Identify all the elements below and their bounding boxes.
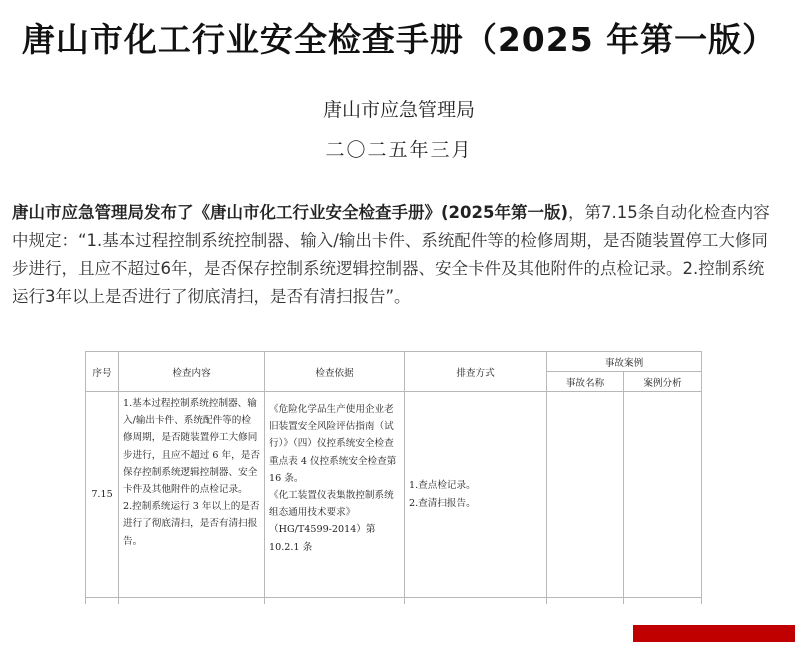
row-case-name — [547, 392, 624, 598]
basis-item: 《化工装置仪表集散控制系统组态通用技术要求》（HG/T4599-2014）第 10.2.1 条 — [269, 490, 394, 553]
continuation-cell — [265, 598, 405, 604]
continuation-cell — [547, 598, 624, 604]
row-content — [119, 392, 265, 598]
publish-date: 二〇二五年三月 — [325, 139, 473, 161]
intro-body: ，第7.15条自动化检查内容中规定：“1.基本过程控制系统控制器、输入/输出卡件、系统配件等的检修周期，是否随装置停工大修同步进行，且应不超过6年，是否保存控制系统逻辑控制器、安全卡件及其他附件的点检记录。2.控制系统运行3年以上是否进行了彻底清扫，是否有清扫报告”。 — [12, 203, 770, 306]
document-title: 唐山市化工行业安全检查手册（2025 年第一版） — [21, 20, 777, 59]
header-case-analysis: 案例分析 — [624, 372, 702, 392]
continuation-cell — [119, 598, 265, 604]
header-method: 排查方式 — [405, 352, 547, 392]
header-basis: 检查依据 — [265, 352, 405, 392]
header-case-name: 事故名称 — [547, 372, 624, 392]
header-cases: 事故案例 — [547, 352, 702, 372]
row-no: 7.15 — [86, 392, 119, 598]
row-basis — [265, 392, 405, 598]
method-item: 2.查清扫报告。 — [409, 497, 476, 509]
header-content: 检查内容 — [119, 352, 265, 392]
intro-paragraph — [12, 199, 780, 311]
content-item: 2.控制系统运行 3 年以上的是否进行了彻底清扫，是否有清扫报告。 — [123, 501, 260, 547]
inspection-table — [85, 351, 702, 604]
basis-item: 《危险化学品生产使用企业老旧装置安全风险评估指南（试行）》（四）仪控系统安全检查重点表 4 仪控系统安全检查第 16 条。 — [269, 404, 397, 484]
row-method — [405, 392, 547, 598]
issuer-name: 唐山市应急管理局 — [322, 99, 475, 121]
continuation-cell — [405, 598, 547, 604]
row-case-analysis — [624, 392, 702, 598]
method-item: 1.查点检记录。 — [409, 480, 476, 492]
accent-bar — [633, 625, 795, 642]
table-row — [86, 392, 702, 598]
continuation-cell — [86, 598, 119, 604]
header-no: 序号 — [86, 352, 119, 392]
content-item: 1.基本过程控制系统控制器、输入/输出卡件、系统配件等的检修周期，是否随装置停工大修同步进行，且应不超过 6 年，是否保存控制系统逻辑控制器、安全卡件及其他附件的点检记录。 — [123, 398, 260, 496]
continuation-cell — [624, 598, 702, 604]
intro-bold-prefix: 唐山市应急管理局发布了《唐山市化工行业安全检查手册》(2025年第一版) — [12, 203, 569, 222]
